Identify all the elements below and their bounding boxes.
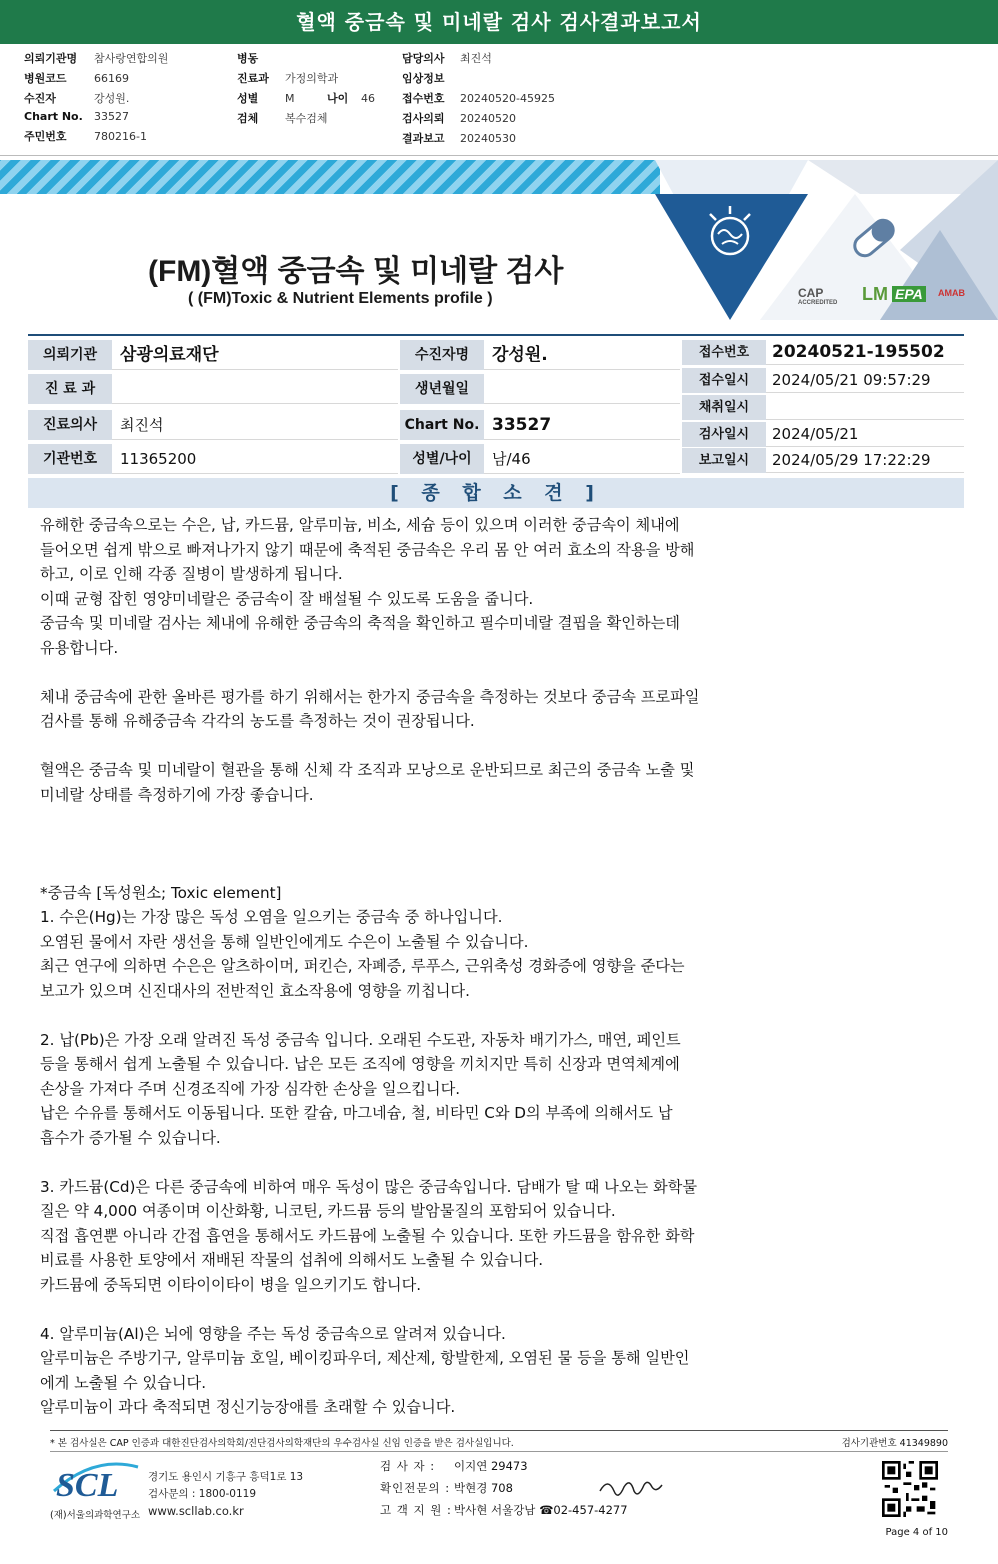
institution-code-label: 기관번호 [28, 444, 112, 474]
summary-line: 알루미늄이 과다 축적되면 정신기능장애를 초래할 수 있습니다. [40, 1398, 456, 1416]
scl-logo-text: SCL [56, 1467, 119, 1504]
meta-key: 주민번호 [24, 130, 67, 143]
meta-value: 강성원. [94, 92, 130, 105]
chart-no-label: Chart No. [400, 410, 484, 440]
patient-info-table [28, 334, 964, 472]
summary-line [40, 807, 760, 832]
summary-line: 유용합니다. [40, 638, 119, 657]
summary-line: 질은 약 4,000 여종이며 이산화황, 니코틴, 카드뮴 등의 발암물질의 포함되어 있습니다. [40, 1202, 616, 1220]
report-banner-title: 혈액 중금속 및 미네랄 검사 검사결과보고서 [0, 0, 998, 44]
summary-line: 3. 카드뮴(Cd)은 다른 중금속에 비하여 매우 독성이 많은 중금속입니다. 담배가 탈 때 나오는 화학물 [40, 1177, 698, 1196]
summary-line: 손상을 가져다 주며 신경조직에 가장 심각한 손상을 일으킵니다. [40, 1079, 461, 1098]
accreditation-note: * 본 검사실은 CAP 인증과 대한진단검사의학회/진단검사의학재단의 우수검사실 신임 인증을 받은 검사실입니다. [50, 1438, 514, 1449]
page-number: Page 4 of 10 [885, 1527, 948, 1538]
collection-date-label: 채취일시 [682, 395, 766, 420]
summary-line: 알루미늄은 주방기구, 알루미늄 호일, 베이킹파우더, 제산제, 항발한제, 오염된 물 등을 통해 일반인 [40, 1349, 690, 1367]
meta-value: 33527 [94, 110, 129, 123]
staff-value: 이지연 29473 [454, 1459, 528, 1473]
summary-line: 4. 알루미늄(Al)은 뇌에 영향을 주는 독성 중금속으로 알려져 있습니다. [40, 1324, 506, 1343]
page-title: (FM)혈액 중금속 및 미네랄 검사 [148, 255, 564, 288]
meta-key: 검체 [237, 112, 259, 125]
page-subtitle: ( (FM)Toxic & Nutrient Elements profile ) [188, 290, 493, 307]
meta-row [237, 70, 375, 90]
cap-logo-subtext: ACCREDITED [798, 300, 838, 306]
institution-code-value: 11365200 [112, 444, 398, 474]
summary-line: 등을 통해서 쉽게 노출될 수 있습니다. 납은 모든 조직에 영향을 끼치지만 특히 신장과 면역체계에 [40, 1055, 680, 1073]
meta-value: 최진석 [460, 52, 492, 65]
staff-key: 확인전문의 : [380, 1481, 451, 1495]
dept-label: 진 료 과 [28, 374, 112, 404]
birthdate-label: 생년월일 [400, 374, 484, 404]
meta-row [402, 50, 555, 70]
summary-line [40, 660, 760, 685]
meta-value: 참사랑연합의원 [94, 52, 169, 65]
lab-organization: (재)서울의과학연구소 [50, 1510, 141, 1521]
meta-value: 20240520 [460, 112, 516, 125]
staff-value: 박사현 서울강남 ☎02-457-4277 [454, 1503, 628, 1517]
summary-line: 들어오면 쉽게 밖으로 빠져나가지 않기 때문에 축적된 중금속은 우리 몸 안 여러 효소의 작용을 방해 [40, 540, 695, 559]
meta-key: 접수번호 [402, 92, 445, 105]
meta-key: 임상정보 [402, 72, 445, 85]
patient-name-value: 강성원. [484, 340, 680, 370]
summary-line: 납은 수유를 통해서도 이동됩니다. 또한 칼슘, 마그네슘, 철, 비타민 C와 D의 부족에 의해서도 납 [40, 1104, 673, 1122]
meta-row [402, 70, 555, 90]
report-date-value: 2024/05/29 17:22:29 [766, 448, 964, 473]
epa-logo: EPA [892, 286, 926, 302]
lab-address: 경기도 용인시 기흥구 흥덕1로 13 [148, 1471, 304, 1483]
request-meta-block [0, 44, 998, 156]
meta-value: 20240520-45925 [460, 92, 555, 105]
summary-line: 최근 연구에 의하면 수은은 알츠하이머, 퍼킨슨, 자폐증, 루푸스, 근위축성 경화증에 영향을 준다는 [40, 957, 685, 975]
signature-icon [596, 1473, 666, 1503]
capsule-icon [846, 210, 902, 266]
summary-heading: [ 종 합 소 견 ] [28, 478, 964, 508]
meta-row [402, 130, 555, 150]
meta-row [237, 50, 375, 70]
meta-column-3 [402, 50, 555, 150]
receipt-date-value: 2024/05/21 09:57:29 [766, 368, 964, 393]
summary-line: 체내 중금속에 관한 올바른 평가를 하기 위해서는 한가지 중금속을 측정하는 것보다 중금속 프로파일 [40, 687, 700, 706]
collection-date-value [766, 395, 964, 420]
staff-row [380, 1499, 628, 1521]
certification-logos [798, 284, 968, 312]
test-date-label: 검사일시 [682, 422, 766, 447]
summary-line: 이때 균형 잡힌 영양미네랄은 중금속이 잘 배설될 수 있도록 도움을 줍니다. [40, 589, 534, 608]
meta-value: 66169 [94, 72, 129, 85]
report-footer [50, 1430, 948, 1550]
org-label: 의뢰기관 [28, 340, 112, 370]
staff-key: 검 사 자 : [380, 1459, 436, 1473]
summary-line [40, 1297, 760, 1322]
patient-name-label: 수진자명 [400, 340, 484, 370]
cap-logo-text: CAP [798, 286, 824, 300]
meta-key: Chart No. [24, 110, 83, 123]
meta-value: 가정의학과 [285, 72, 339, 85]
birthdate-value [484, 374, 680, 404]
meta-row [402, 90, 555, 110]
receipt-no-value: 20240521-195502 [766, 340, 964, 365]
lab-address-block [148, 1469, 303, 1520]
meta-row [237, 110, 375, 130]
summary-line: 미네랄 상태를 측정하기에 가장 좋습니다. [40, 785, 314, 804]
brain-icon [700, 204, 760, 260]
sex-age-label: 성별/나이 [400, 444, 484, 474]
org-value: 삼광의료재단 [112, 340, 398, 370]
summary-line: 에게 노출될 수 있습니다. [40, 1373, 207, 1392]
meta-column-1 [24, 50, 168, 146]
summary-line: 하고, 이로 인해 각종 질병이 발생하게 됩니다. [40, 565, 343, 583]
meta-row [24, 90, 168, 110]
lab-phone: 검사문의 : 1800-0119 [148, 1488, 257, 1500]
summary-line: 2. 납(Pb)은 가장 오래 알려진 독성 중금속 입니다. 오래된 수도관, 자동차 배기가스, 매연, 페인트 [40, 1030, 681, 1049]
meta-value: 46 [361, 92, 375, 105]
staff-row [380, 1455, 628, 1477]
footer-divider [50, 1451, 948, 1452]
meta-row [237, 90, 375, 110]
cap-logo [798, 286, 837, 306]
lab-code: 검사기관번호 41349890 [841, 1438, 948, 1449]
summary-line [40, 1150, 760, 1175]
summary-line: 혈액은 중금속 및 미네랄이 혈관을 통해 신체 각 조직과 모낭으로 운반되므로 최근의 중금속 노출 및 [40, 761, 695, 779]
summary-line [40, 734, 760, 759]
meta-row [24, 110, 168, 128]
staff-value: 박현경 708 [454, 1481, 513, 1495]
receipt-date-label: 접수일시 [682, 368, 766, 393]
summary-body [40, 513, 760, 1420]
summary-line [40, 832, 760, 857]
doctor-label: 진료의사 [28, 410, 112, 440]
meta-key: 검사의뢰 [402, 112, 445, 125]
dept-value [112, 374, 398, 404]
staff-block [380, 1455, 628, 1521]
meta-key: 의뢰기관명 [24, 52, 78, 65]
summary-line: 보고가 있으며 신진대사의 전반적인 효소작용에 영향을 끼칩니다. [40, 981, 470, 1000]
summary-line [40, 1003, 760, 1028]
doctor-value: 최진석 [112, 410, 398, 440]
meta-key: 성별 [237, 92, 259, 105]
meta-key: 병원코드 [24, 72, 67, 85]
summary-line: 흡수가 증가될 수 있습니다. [40, 1128, 221, 1147]
meta-key: 수진자 [24, 92, 56, 105]
summary-line: 직접 흡연뿐 아니라 간접 흡연을 통해서도 카드뮴에 노출될 수 있습니다. 또한 카드뮴을 함유한 화학 [40, 1226, 695, 1245]
summary-line: 검사를 통해 유해중금속 각각의 농도를 측정하는 것이 권장됩니다. [40, 712, 475, 730]
meta-row [24, 70, 168, 90]
meta-row [402, 110, 555, 130]
staff-key: 고 객 지 원 : [380, 1503, 452, 1517]
summary-line: 비료를 사용한 토양에서 재배된 작물의 섭취에 의해서도 노출될 수 있습니다. [40, 1251, 544, 1269]
meta-key: 결과보고 [402, 132, 445, 145]
summary-line: *중금속 [독성원소; Toxic element] [40, 883, 282, 902]
report-header [0, 160, 998, 320]
chart-no-value: 33527 [484, 410, 680, 440]
staff-row [380, 1477, 628, 1499]
sex-age-value: 남/46 [484, 444, 680, 474]
qr-code-icon [882, 1461, 938, 1517]
meta-value: 복수검체 [285, 112, 328, 125]
summary-line: 중금속 및 미네랄 검사는 체내에 유해한 중금속의 축적을 확인하고 필수미네랄 결핍을 확인하는데 [40, 614, 680, 632]
meta-row [24, 50, 168, 70]
meta-key: 진료과 [237, 72, 269, 85]
summary-line: 유해한 중금속으로는 수은, 납, 카드뮴, 알루미늄, 비소, 세슘 등이 있으며 이러한 중금속이 체내에 [40, 516, 680, 534]
lm-logo: LM [862, 284, 888, 304]
summary-line: 오염된 물에서 자란 생선을 통해 일반인에게도 수은이 노출될 수 있습니다. [40, 932, 529, 951]
amab-logo: AMAB [938, 288, 965, 298]
meta-value: M [285, 92, 295, 105]
report-date-label: 보고일시 [682, 448, 766, 473]
meta-row [24, 128, 168, 146]
meta-key: 나이 [327, 92, 349, 105]
lab-website[interactable]: www.scllab.co.kr [148, 1504, 244, 1518]
receipt-no-label: 접수번호 [682, 340, 766, 365]
meta-value: 780216-1 [94, 130, 147, 143]
meta-key: 병동 [237, 52, 259, 65]
meta-column-2 [237, 50, 375, 130]
summary-line [40, 856, 760, 881]
summary-line: 카드뮴에 중독되면 이타이이타이 병을 일으키기도 합니다. [40, 1275, 422, 1294]
meta-value: 20240530 [460, 132, 516, 145]
summary-line: 1. 수은(Hg)는 가장 많은 독성 오염을 일으키는 중금속 중 하나입니다. [40, 908, 503, 926]
meta-key: 담당의사 [402, 52, 445, 65]
test-date-value: 2024/05/21 [766, 422, 964, 447]
